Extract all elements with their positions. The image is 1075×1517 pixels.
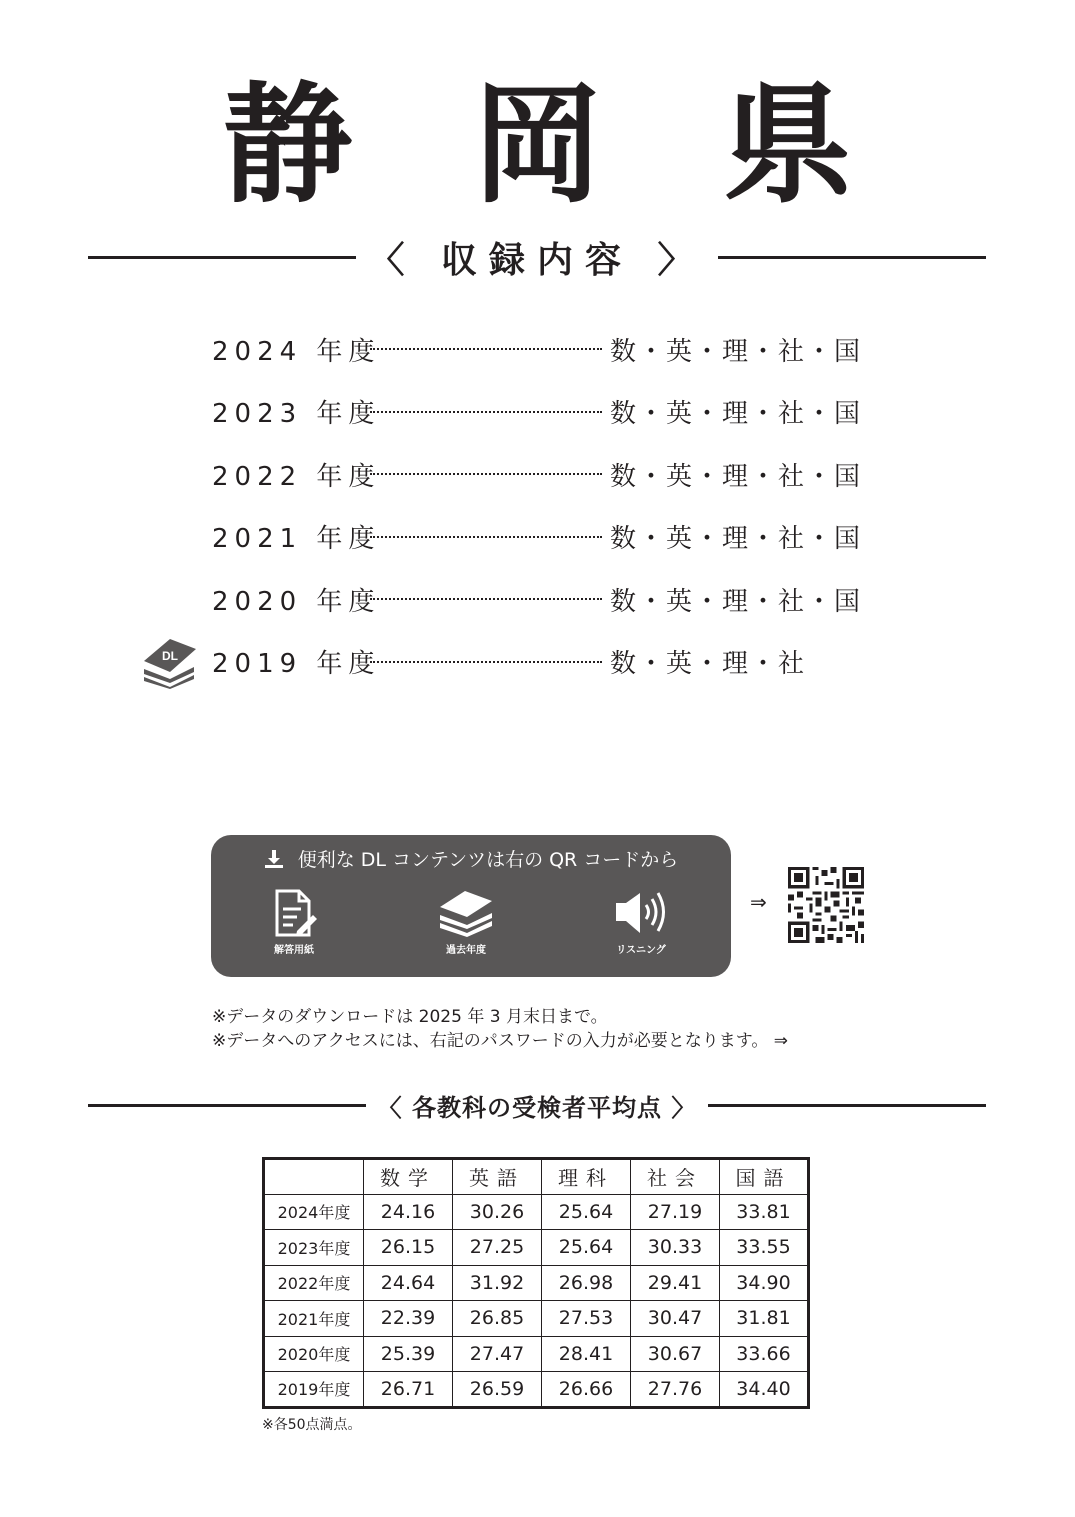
toc-year: 2020 年度 bbox=[212, 586, 381, 617]
dl-item-label: リスニング bbox=[616, 945, 666, 956]
score-cell: 34.90 bbox=[720, 1265, 809, 1301]
divider bbox=[718, 256, 986, 259]
score-cell: 30.26 bbox=[453, 1194, 542, 1230]
table-footnote: ※各50点満点。 bbox=[262, 1417, 362, 1433]
dl-item-label: 解答用紙 bbox=[274, 945, 314, 956]
table-row bbox=[264, 1336, 809, 1372]
arrow-to-qr: ⇒ bbox=[750, 890, 767, 914]
score-cell: 27.76 bbox=[631, 1372, 720, 1408]
score-cell: 22.39 bbox=[364, 1301, 453, 1337]
subject-header: 英語 bbox=[453, 1159, 542, 1195]
toc-subjects: 数・英・理・社・国 bbox=[610, 586, 863, 617]
row-year: 2019年度 bbox=[264, 1372, 364, 1408]
toc-year: 2024 年度 bbox=[212, 336, 381, 367]
dl-content-box bbox=[211, 835, 731, 977]
download-notes bbox=[212, 1005, 788, 1053]
score-cell: 24.16 bbox=[364, 1194, 453, 1230]
average-heading bbox=[88, 1080, 986, 1130]
table-row bbox=[264, 1194, 809, 1230]
table-row bbox=[264, 1265, 809, 1301]
note-line: ※データへのアクセスには、右記のパスワードの入力が必要となります。 ⇒ bbox=[212, 1031, 789, 1051]
leader-dots bbox=[370, 661, 602, 663]
score-cell: 28.41 bbox=[542, 1336, 631, 1372]
row-year: 2024年度 bbox=[264, 1194, 364, 1230]
toc-row bbox=[162, 631, 892, 694]
score-cell: 26.85 bbox=[453, 1301, 542, 1337]
row-year: 2021年度 bbox=[264, 1301, 364, 1337]
contents-list bbox=[162, 318, 892, 693]
toc-row bbox=[212, 506, 892, 569]
score-cell: 26.59 bbox=[453, 1372, 542, 1408]
score-cell: 27.25 bbox=[453, 1230, 542, 1266]
average-heading-label: 〈 各教科の受検者平均点 〉 bbox=[377, 1093, 697, 1122]
download-icon bbox=[264, 849, 284, 869]
subject-header: 社会 bbox=[631, 1159, 720, 1195]
average-score-table bbox=[262, 1157, 810, 1409]
dl-badge-text: DL bbox=[162, 648, 178, 663]
score-cell: 25.39 bbox=[364, 1336, 453, 1372]
contents-heading-label: 〈 収録内容 〉 bbox=[368, 239, 706, 281]
dl-item-past-years[interactable] bbox=[411, 887, 521, 956]
qr-code-icon[interactable] bbox=[788, 867, 864, 943]
score-cell: 31.92 bbox=[453, 1265, 542, 1301]
score-cell: 33.81 bbox=[720, 1194, 809, 1230]
leader-dots bbox=[370, 598, 602, 600]
score-cell: 30.67 bbox=[631, 1336, 720, 1372]
score-cell: 33.55 bbox=[720, 1230, 809, 1266]
score-cell: 34.40 bbox=[720, 1372, 809, 1408]
score-cell: 24.64 bbox=[364, 1265, 453, 1301]
divider bbox=[88, 256, 356, 259]
subject-header: 理科 bbox=[542, 1159, 631, 1195]
leader-dots bbox=[370, 473, 602, 475]
table-row bbox=[264, 1230, 809, 1266]
toc-year: 2021 年度 bbox=[212, 524, 381, 555]
divider bbox=[708, 1104, 986, 1107]
score-cell: 26.66 bbox=[542, 1372, 631, 1408]
row-year: 2022年度 bbox=[264, 1265, 364, 1301]
contents-heading bbox=[88, 232, 986, 282]
note-line: ※データのダウンロードは 2025 年 3 月末日まで。 bbox=[212, 1007, 608, 1027]
toc-year: 2023 年度 bbox=[212, 399, 381, 430]
dl-item-label: 過去年度 bbox=[446, 945, 486, 956]
subject-header: 数学 bbox=[364, 1159, 453, 1195]
leader-dots bbox=[370, 411, 602, 413]
table-corner-cell bbox=[264, 1159, 364, 1195]
title-char: 岡 bbox=[472, 69, 603, 221]
title-char: 県 bbox=[722, 69, 853, 221]
toc-row bbox=[212, 318, 892, 381]
toc-row bbox=[212, 568, 892, 631]
table-row bbox=[264, 1372, 809, 1408]
score-cell: 26.15 bbox=[364, 1230, 453, 1266]
score-cell: 29.41 bbox=[631, 1265, 720, 1301]
toc-subjects: 数・英・理・社・国 bbox=[610, 524, 863, 555]
score-cell: 27.19 bbox=[631, 1194, 720, 1230]
dl-box-title-text: 便利な DL コンテンツは右の QR コードから bbox=[297, 849, 679, 871]
answer-sheet-icon bbox=[269, 887, 319, 939]
score-cell: 25.64 bbox=[542, 1194, 631, 1230]
score-cell: 27.53 bbox=[542, 1301, 631, 1337]
dl-books-icon bbox=[140, 639, 198, 689]
score-cell: 30.47 bbox=[631, 1301, 720, 1337]
divider bbox=[88, 1104, 366, 1107]
leader-dots bbox=[370, 348, 602, 350]
toc-row bbox=[212, 443, 892, 506]
subject-header: 国語 bbox=[720, 1159, 809, 1195]
page-title bbox=[0, 69, 1075, 221]
row-year: 2023年度 bbox=[264, 1230, 364, 1266]
row-year: 2020年度 bbox=[264, 1336, 364, 1372]
leader-dots bbox=[370, 536, 602, 538]
toc-subjects: 数・英・理・社・国 bbox=[610, 461, 863, 492]
toc-subjects: 数・英・理・社 bbox=[610, 649, 807, 680]
toc-subjects: 数・英・理・社・国 bbox=[610, 336, 863, 367]
score-cell: 26.71 bbox=[364, 1372, 453, 1408]
dl-item-listening[interactable] bbox=[586, 887, 696, 956]
table-row bbox=[264, 1301, 809, 1337]
dl-item-answer-sheet[interactable] bbox=[239, 887, 349, 956]
score-cell: 25.64 bbox=[542, 1230, 631, 1266]
toc-year: 2022 年度 bbox=[212, 461, 381, 492]
dl-box-title bbox=[211, 845, 731, 872]
speaker-icon bbox=[612, 887, 670, 939]
toc-year: 2019 年度 bbox=[212, 649, 381, 680]
score-cell: 30.33 bbox=[631, 1230, 720, 1266]
toc-row bbox=[212, 381, 892, 444]
score-cell: 26.98 bbox=[542, 1265, 631, 1301]
score-cell: 31.81 bbox=[720, 1301, 809, 1337]
title-char: 静 bbox=[222, 69, 353, 221]
table-header-row bbox=[264, 1159, 809, 1195]
books-icon bbox=[437, 887, 495, 939]
score-cell: 27.47 bbox=[453, 1336, 542, 1372]
score-cell: 33.66 bbox=[720, 1336, 809, 1372]
toc-subjects: 数・英・理・社・国 bbox=[610, 399, 863, 430]
